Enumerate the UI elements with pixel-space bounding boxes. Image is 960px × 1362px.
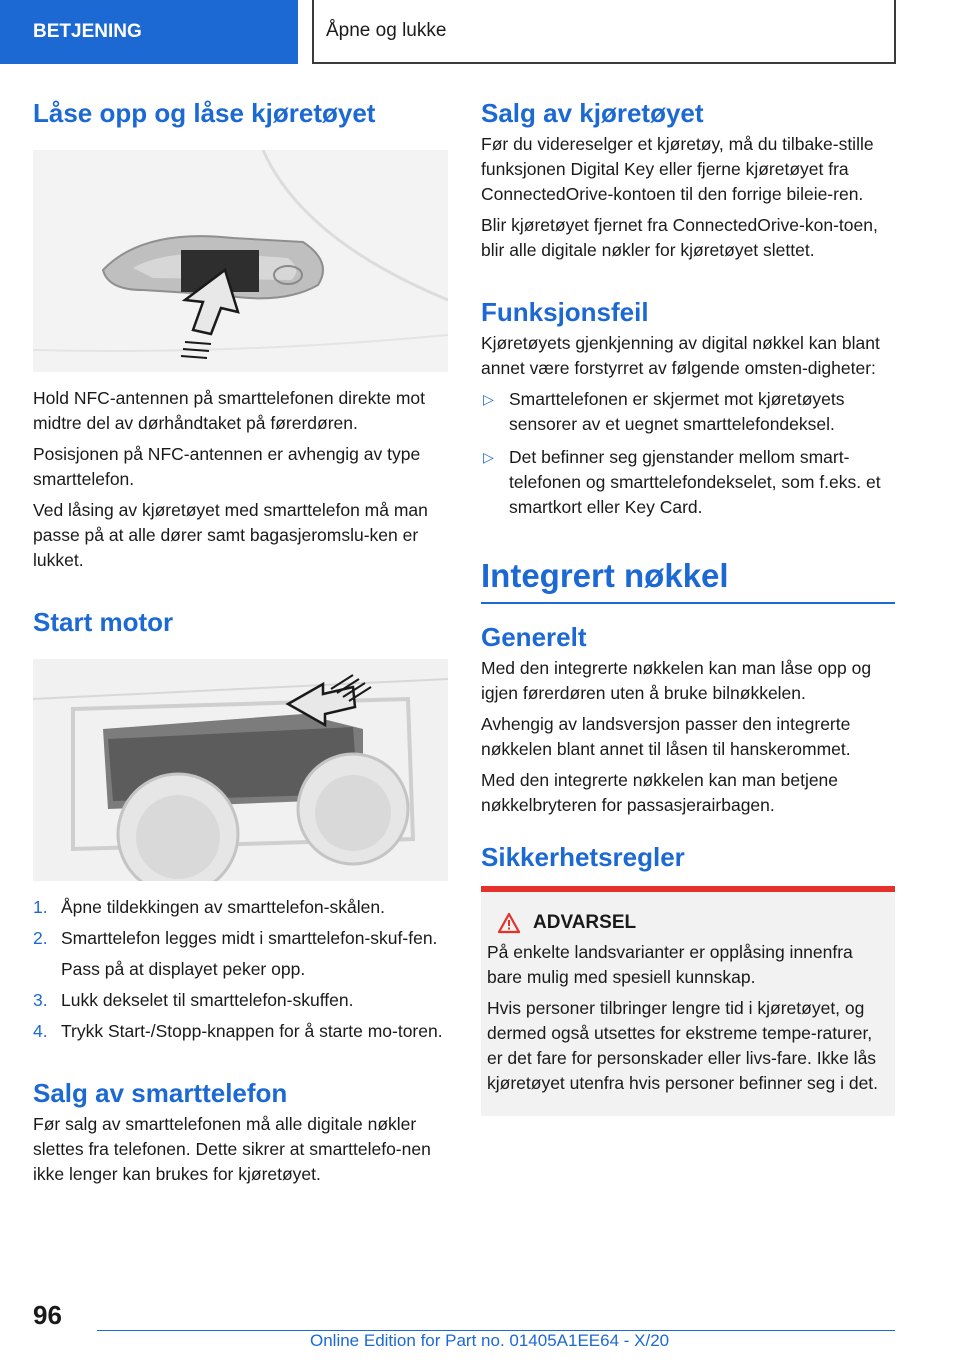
heading-integrated: Integrert nøkkel <box>481 554 895 604</box>
list-item: ▷ Smarttelefonen er skjermet mot kjøretøyets sensorer av et uegnet smarttelefondeksel. <box>483 389 845 434</box>
heading-sale-phone: Salg av smarttelefon <box>33 1078 288 1108</box>
paragraph: Før salg av smarttelefonen må alle digitale nøkler slettes fra telefonen. Dette sikrer at smarttelefo-nen ikke lenger kan brukes for kjøretøyet. <box>33 1114 431 1184</box>
left-column <box>33 96 448 1193</box>
start-steps-cont <box>33 988 448 1044</box>
heading-start: Start motor <box>33 607 174 637</box>
chapter-title: Åpne og lukke <box>326 20 447 41</box>
warning-box <box>481 886 895 1116</box>
fault-list <box>481 387 895 520</box>
page-number: 96 <box>33 1300 62 1330</box>
chapter-tab <box>312 0 896 64</box>
heading-safety: Sikkerhetsregler <box>481 842 685 872</box>
warning-triangle-icon <box>497 912 521 934</box>
paragraph: Posisjonen på NFC-antennen er avhengig av type smarttelefon. <box>33 444 421 489</box>
heading-sale-vehicle: Salg av kjøretøyet <box>481 98 704 128</box>
phone-tray-illustration <box>33 659 448 881</box>
list-item: 4. Trykk Start-/Stopp-knappen for å starte mo-toren. <box>33 1021 443 1041</box>
triangle-bullet-icon: ▷ <box>483 391 494 407</box>
list-item: 1. Åpne tildekkingen av smarttelefon-skålen. <box>33 897 385 917</box>
paragraph: Hold NFC-antennen på smarttelefonen direkte mot midtre del av dørhåndtaket på førerdøren. <box>33 388 426 433</box>
heading-general: Generelt <box>481 622 587 652</box>
paragraph: Ved låsing av kjøretøyet med smarttelefon må man passe på at alle dører samt bagasjeromslu-ken er lukket. <box>33 500 428 570</box>
footer-edition: Online Edition for Part no. 01405A1EE64 - X/20 <box>310 1331 670 1350</box>
paragraph: Hvis personer tilbringer lengre tid i kjøretøyet, og dermed også utsettes for ekstreme tempe-raturer, er det fare for personskader eller livs-fare. Ikke lås kjøretøyet utenfra hvis personer befinner seg i det. <box>487 998 879 1093</box>
heading-fault: Funksjonsfeil <box>481 297 649 327</box>
step-note: Pass på at displayet peker opp. <box>61 959 306 979</box>
list-item: ▷ Det befinner seg gjenstander mellom smart-telefonen og smarttelefondekselet, som f.eks. et smartkort eller Key Card. <box>483 447 881 517</box>
door-handle-illustration <box>33 150 448 372</box>
triangle-bullet-icon: ▷ <box>483 449 494 465</box>
list-item: 2. Smarttelefon legges midt i smarttelefon-skuf-fen. <box>33 928 438 948</box>
section-title: BETJENING <box>33 21 142 42</box>
warning-title: ADVARSEL <box>533 912 637 933</box>
paragraph: Med den integrerte nøkkelen kan man betjene nøkkelbryteren for passasjerairbagen. <box>481 770 839 815</box>
paragraph: På enkelte landsvarianter er opplåsing innenfra bare mulig med spesiell kunnskap. <box>487 942 853 987</box>
right-column <box>481 96 895 1116</box>
paragraph: Kjøretøyets gjenkjenning av digital nøkkel kan blant annet være forstyrret av følgende omsten-digheter: <box>481 333 880 378</box>
paragraph: Avhengig av landsversjon passer den integrerte nøkkelen blant annet til låsen til hanskerommet. <box>481 714 851 759</box>
section-tab <box>0 0 298 64</box>
heading-lock: Låse opp og låse kjøretøyet <box>33 98 376 128</box>
list-item: 3. Lukk dekselet til smarttelefon-skuffen. <box>33 990 354 1010</box>
paragraph: Før du videreselger et kjøretøy, må du tilbake-stille funksjonen Digital Key eller fjerne kjøretøyet fra ConnectedOrive-kontoen til den forrige bileie-ren. <box>481 134 874 204</box>
start-steps <box>33 895 448 951</box>
paragraph: Blir kjøretøyet fjernet fra ConnectedOrive-kon-toen, blir alle digitale nøkler for kjøretøyet slettet. <box>481 215 878 260</box>
paragraph: Med den integrerte nøkkelen kan man låse opp og igjen førerdøren uten å bruke bilnøkkelen. <box>481 658 872 703</box>
